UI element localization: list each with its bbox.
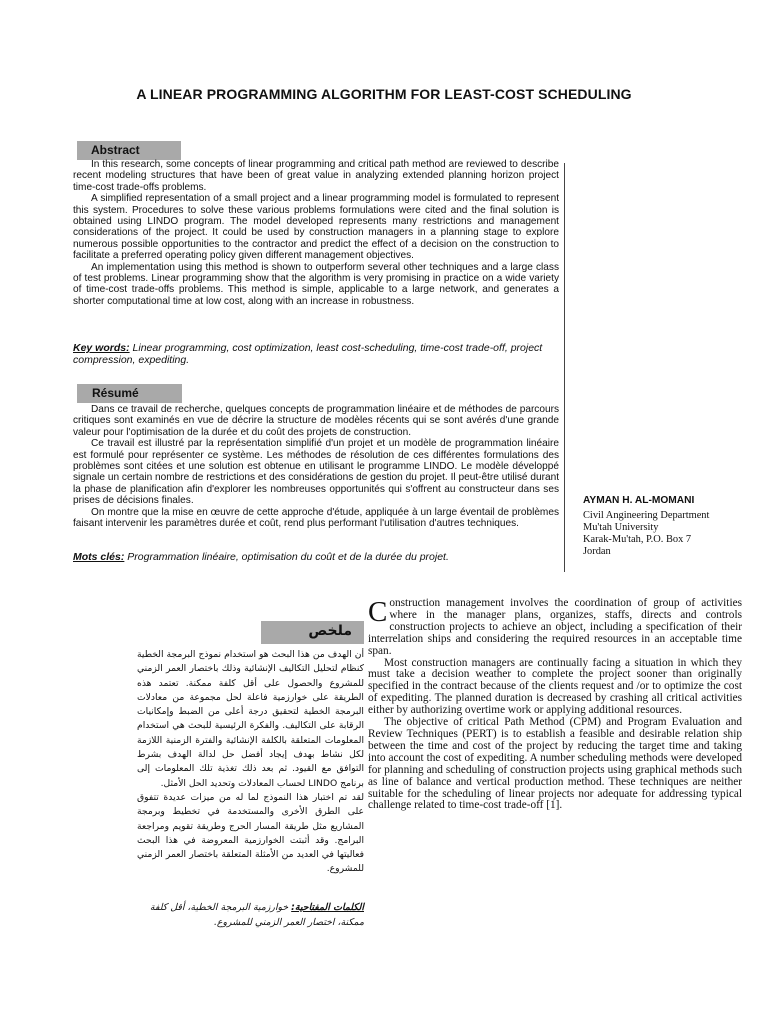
intro-paragraph: The objective of critical Path Method (CPM) and Program Evaluation and Review Techniques (PERT) is to establish a feasible and desirable relation ship between the time and cost of the project by reducing the target time and taking into account the cost of expediting. A number scheduling methods were developed for planning and scheduling of construction projects using graphical methods such as line of balance and vertical production method. These techniques are neither suitable for the scheduling of linear projects nor adequate for addressing typical challenge related to time-cost trade-off [1]. — [368, 716, 742, 812]
abstract-paragraph: In this research, some concepts of linear programming and critical path method are reviewed to describe recent modeling structures that have been of great value in analyzing extended planning horizon project time-cost trade-offs problems. — [73, 159, 559, 193]
affiliation-line: Mu'tah University — [583, 522, 659, 533]
mots-cles-text: Programmation linéaire, optimisation du coût et de la durée du projet. — [127, 551, 449, 563]
keywords-label: Key words: — [73, 342, 130, 354]
arabic-heading-text: ملخص — [308, 623, 352, 639]
resume-paragraph: Dans ce travail de recherche, quelques concepts de programmation linéaire et de méthodes de parcours critiques sont examinés en vue de décrire la structure de modèles récents qui se sont avérés d'une grande valeur pour l'optimisation de la durée et du coût des projets de construction. — [73, 404, 559, 438]
affiliation-line: Karak-Mu'tah, P.O. Box 7 — [583, 534, 692, 545]
abstract-paragraph: An implementation using this method is shown to outperform several other techniques and a large class of test problems. Linear programming show that the algorithm is very promising in practice on a wide variety of time-cost trade-offs problems. This method is simple, applicable to a large network, and generates a shorter computational time at low cost, along with an increase in robustness. — [73, 261, 559, 307]
arabic-paragraph: لقد تم اختبار هذا النموذج لما له من ميزات عديدة تتفوق على الطرق الأخرى والمستخدمة في تخطيط وبرمجة المشاريع مثل طريقة المسار الحرج وطريقة تقويم ومراجعة البرامج. وقد أثبتت الخوارزمية المعروضة في هذا البحث فعاليتها في العديد من الأمثلة المتعلقة باختصار العمر الزمني للمشروع. — [137, 791, 364, 875]
author-name: AYMAN H. AL-MOMANI — [583, 495, 695, 506]
arabic-keywords-text: خوارزمية البرمجة الخطية، أقل كلفة ممكنة، اختصار العمر الزمني للمشروع. — [149, 902, 364, 928]
mots-cles-label: Mots clés: — [73, 551, 125, 563]
abstract-heading: Abstract — [77, 141, 181, 160]
abstract-keywords — [73, 343, 559, 366]
affiliation-line: Jordan — [583, 546, 611, 557]
resume-paragraph: Ce travail est illustré par la représentation simplifié d'un projet et un modèle de programmation linéaire est formulé pour représenter ce système. Les méthodes de résolution de ces différentes formulations des problèmes sont citées et une solution est obtenue en utilisant le programme LINDO. Le modèle développé signale un certain nombre de restrictions et des considérations de gestion du projet. Il peut-être utilisé durant la phase de planification afin d'explorer les nombreuses opportunités qui s'offrent au constructeur dans ses prises de décisions finales. — [73, 438, 559, 507]
arabic-keywords-label: الكلمات المفتاحية: — [291, 902, 364, 913]
affiliation-line: Civil Angineering Department — [583, 510, 710, 521]
arabic-keywords — [137, 900, 364, 930]
drop-cap: C — [368, 596, 388, 628]
arabic-abstract-body — [137, 648, 364, 877]
intro-first-paragraph — [368, 598, 742, 658]
abstract-paragraph: A simplified representation of a small project and a linear programming model is formulated to represent this system. Procedures to solve these various problems formulations were cited and the final solution is obtained using LINDO program. The model developed represents many restrictions and management considerations of the project. It could be used by construction managers in a planning stage to explore numerous possible opportunities to the contractor and predict the effect of a decision on the construction to facilitate a preferred operating policy given different management objectives. — [73, 193, 559, 262]
column-divider — [564, 163, 565, 572]
arabic-abstract-heading — [261, 621, 364, 644]
resume-heading: Résumé — [77, 384, 182, 403]
resume-body — [73, 404, 559, 529]
introduction-text — [368, 598, 742, 812]
keywords-text: Linear programming, cost optimization, least cost-scheduling, time-cost trade-off, project compression, expediting. — [73, 342, 543, 366]
intro-paragraph: Most construction managers are continually facing a situation in which they must take a decision weather to complete the project sooner than originally specified in the contract because of the clients request and /or to optimize the cost of expediting. The planned duration is decreased by crashing all critical activities either by authorizing overtime work or applying additional resources. — [368, 656, 742, 717]
resume-keywords — [73, 552, 559, 564]
arabic-paragraph: أن الهدف من هذا البحث هو استخدام نموذج البرمجة الخطية كنظام لتحليل التكاليف الإنشائية وذلك باختصار العمر الزمني للمشروع والحصول على أقل كلفة ممكنة. تعتمد هذه الطريقة على خوارزمية فاعلة لحل مجموعة من معادلات البرمجة الخطية لتحقيق درجة أعلى من الضبط وإمكانيات الرقابة على التكاليف. والفكرة الرئيسية للبحث هي استخدام المعلومات المتعلقة بالكلفة الإنشائية والفترة الزمنية اللازمة لكل نشاط بهدف إيجاد أفضل حل لدالة الهدف بشرط التوافق مع القيود. ثم بعد ذلك تغذية تلك المعلومات إلى برنامج LINDO لحساب المعادلات وتحديد الحل الأمثل. — [137, 649, 364, 789]
abstract-body — [73, 159, 559, 307]
resume-paragraph: On montre que la mise en œuvre de cette approche d'étude, appliquée à un large éventail de problèmes faisant intervenir les paramètres durée et coût, rend plus performant l'utilisation d'autres techniques. — [73, 506, 559, 530]
author-block — [583, 495, 768, 558]
intro-first-text: onstruction management involves the coordination of group of activities where in the manager plans, organizes, staffs, directs and controls construction projects to achieve an object, including a specification of their interrelation ships and considering the required resources in an acceptable time span. — [368, 597, 742, 657]
paper-title: A LINEAR PROGRAMMING ALGORITHM FOR LEAST-COST SCHEDULING — [136, 86, 632, 102]
